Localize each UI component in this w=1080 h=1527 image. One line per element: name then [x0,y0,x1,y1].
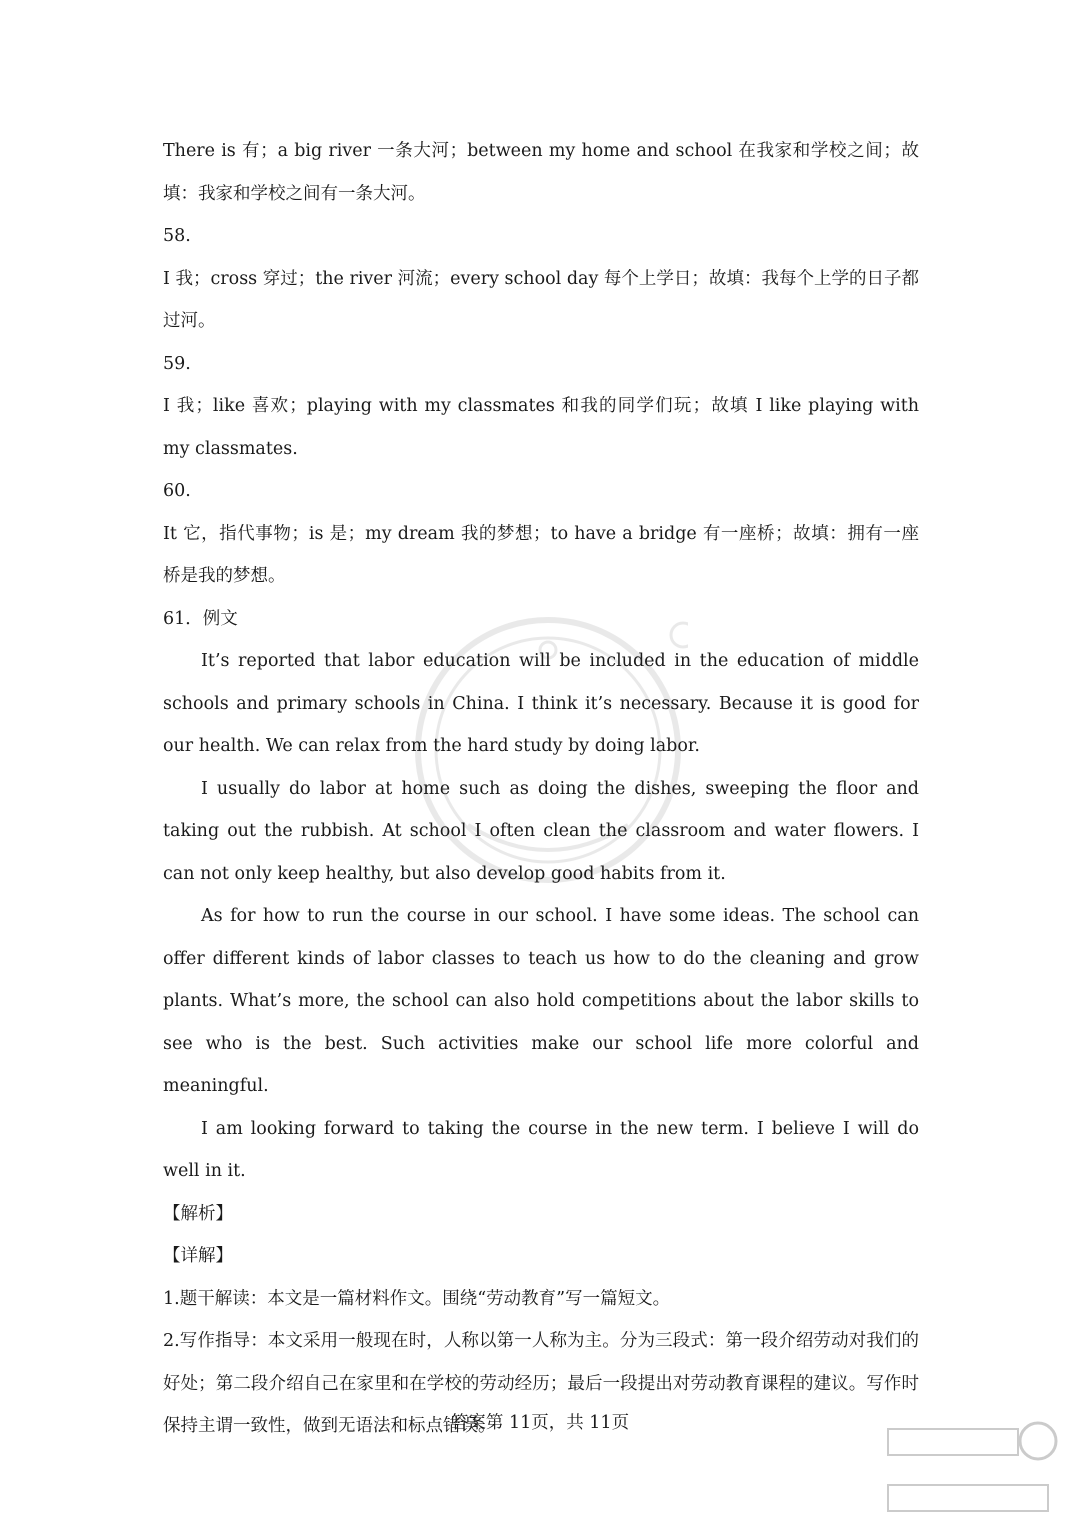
paragraph: 61．例文 [163,608,238,629]
paragraph: It’s reported that labor education will be included in the education of middle schools and primary schools in China. I think it’s necessary. Because it is good for our health. We can relax from the hard study by doing labor. [163,651,919,756]
paragraph: 【解析】 [163,1203,233,1224]
paragraph: I 我；like 喜欢；playing with my classmates 和我的同学们玩；故填 I like playing with my classmates. [163,396,919,459]
paragraph: 1.题干解读：本文是一篇材料作文。围绕“劳动教育”写一篇短文。 [163,1288,671,1309]
paragraph: 60. [163,481,191,501]
paragraph: There is 有；a big river 一条大河；between my home and school 在我家和学校之间；故填：我家和学校之间有一条大河。 [163,141,919,204]
paragraph: 59. [163,353,191,374]
paragraph: 2.写作指导：本文采用一般现在时，人称以第一人称为主。分为三段式：第一段介绍劳动对我们的好处；第二段介绍自己在家里和在学校的劳动经历；最后一段提出对劳动教育课程的建议。写作时保持主谓一致性，做到无语法和标点错误。 [163,1331,919,1436]
corner-logo-icon [878,1411,1058,1521]
paragraph: I usually do labor at home such as doing the dishes, sweeping the floor and taking out the rubbish. At school I often clean the classroom and water flowers. I can not only keep healthy, but also develop good habits from it. [163,778,919,884]
paragraph: As for how to run the course in our school. I have some ideas. The school can offer different kinds of labor classes to teach us how to do the cleaning and grow plants. What’s more, the school can also hold competitions about the labor skills to see who is the best. Such activities make our school life more colorful and meaningful. [163,906,919,1096]
paragraph: I 我；cross 穿过；the river 河流；every school day 每个上学日；故填：我每个上学的日子都过河。 [163,268,919,331]
paragraph: 【详解】 [163,1246,233,1266]
page-footer: 答案第 11页，共 11页 [450,1413,630,1433]
paragraph: 58. [163,226,191,246]
answer-content [163,130,919,1448]
paragraph: It 它，指代事物；is 是；my dream 我的梦想；to have a bridge 有一座桥；故填：拥有一座桥是我的梦想。 [163,523,919,586]
paragraph: I am looking forward to taking the course in the new term. I believe I will do well in it. [163,1118,919,1181]
